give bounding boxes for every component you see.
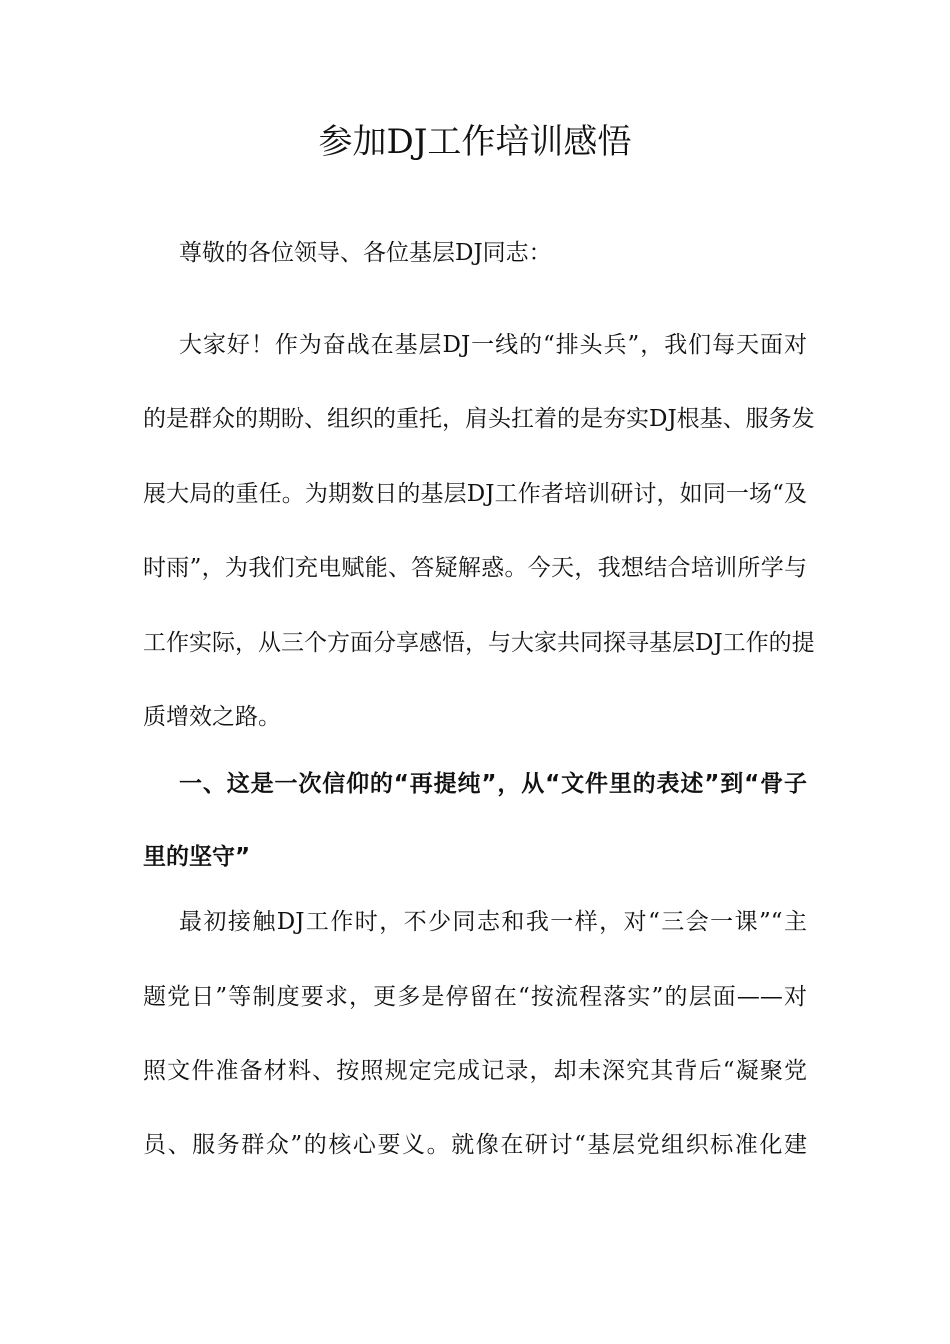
document-title: 参加DJ工作培训感悟: [318, 122, 632, 162]
text-line: 员、服务群众”的核心要义。就像在研讨“基层党组织标准化建: [143, 1132, 807, 1158]
text-line: 质增效之路。: [143, 704, 281, 730]
text-line: 的是群众的期盼、组织的重托，肩头扛着的是夯实DJ根基、服务发: [143, 406, 815, 432]
text-line: 展大局的重任。为期数日的基层DJ工作者培训研讨，如同一场“及: [143, 481, 807, 507]
text-line: 工作实际，从三个方面分享感悟，与大家共同探寻基层DJ工作的提: [143, 630, 815, 656]
salutation: 尊敬的各位领导、各位基层DJ同志：: [179, 240, 552, 266]
text-line: 最初接触DJ工作时，不少同志和我一样，对“三会一课”“主: [179, 909, 807, 935]
text-line: 照文件准备材料、按照规定完成记录，却未深究其背后“凝聚党: [143, 1058, 807, 1084]
text-line: 大家好！作为奋战在基层DJ一线的“排头兵”，我们每天面对: [179, 332, 807, 358]
text-line: 题党日”等制度要求，更多是停留在“按流程落实”的层面——对: [143, 984, 807, 1010]
heading-line: 一、这是一次信仰的“再提纯”，从“文件里的表述”到“骨子: [179, 771, 807, 797]
heading-line: 里的坚守”: [143, 844, 251, 870]
text-line: 时雨”，为我们充电赋能、答疑解惑。今天，我想结合培训所学与: [143, 555, 807, 581]
